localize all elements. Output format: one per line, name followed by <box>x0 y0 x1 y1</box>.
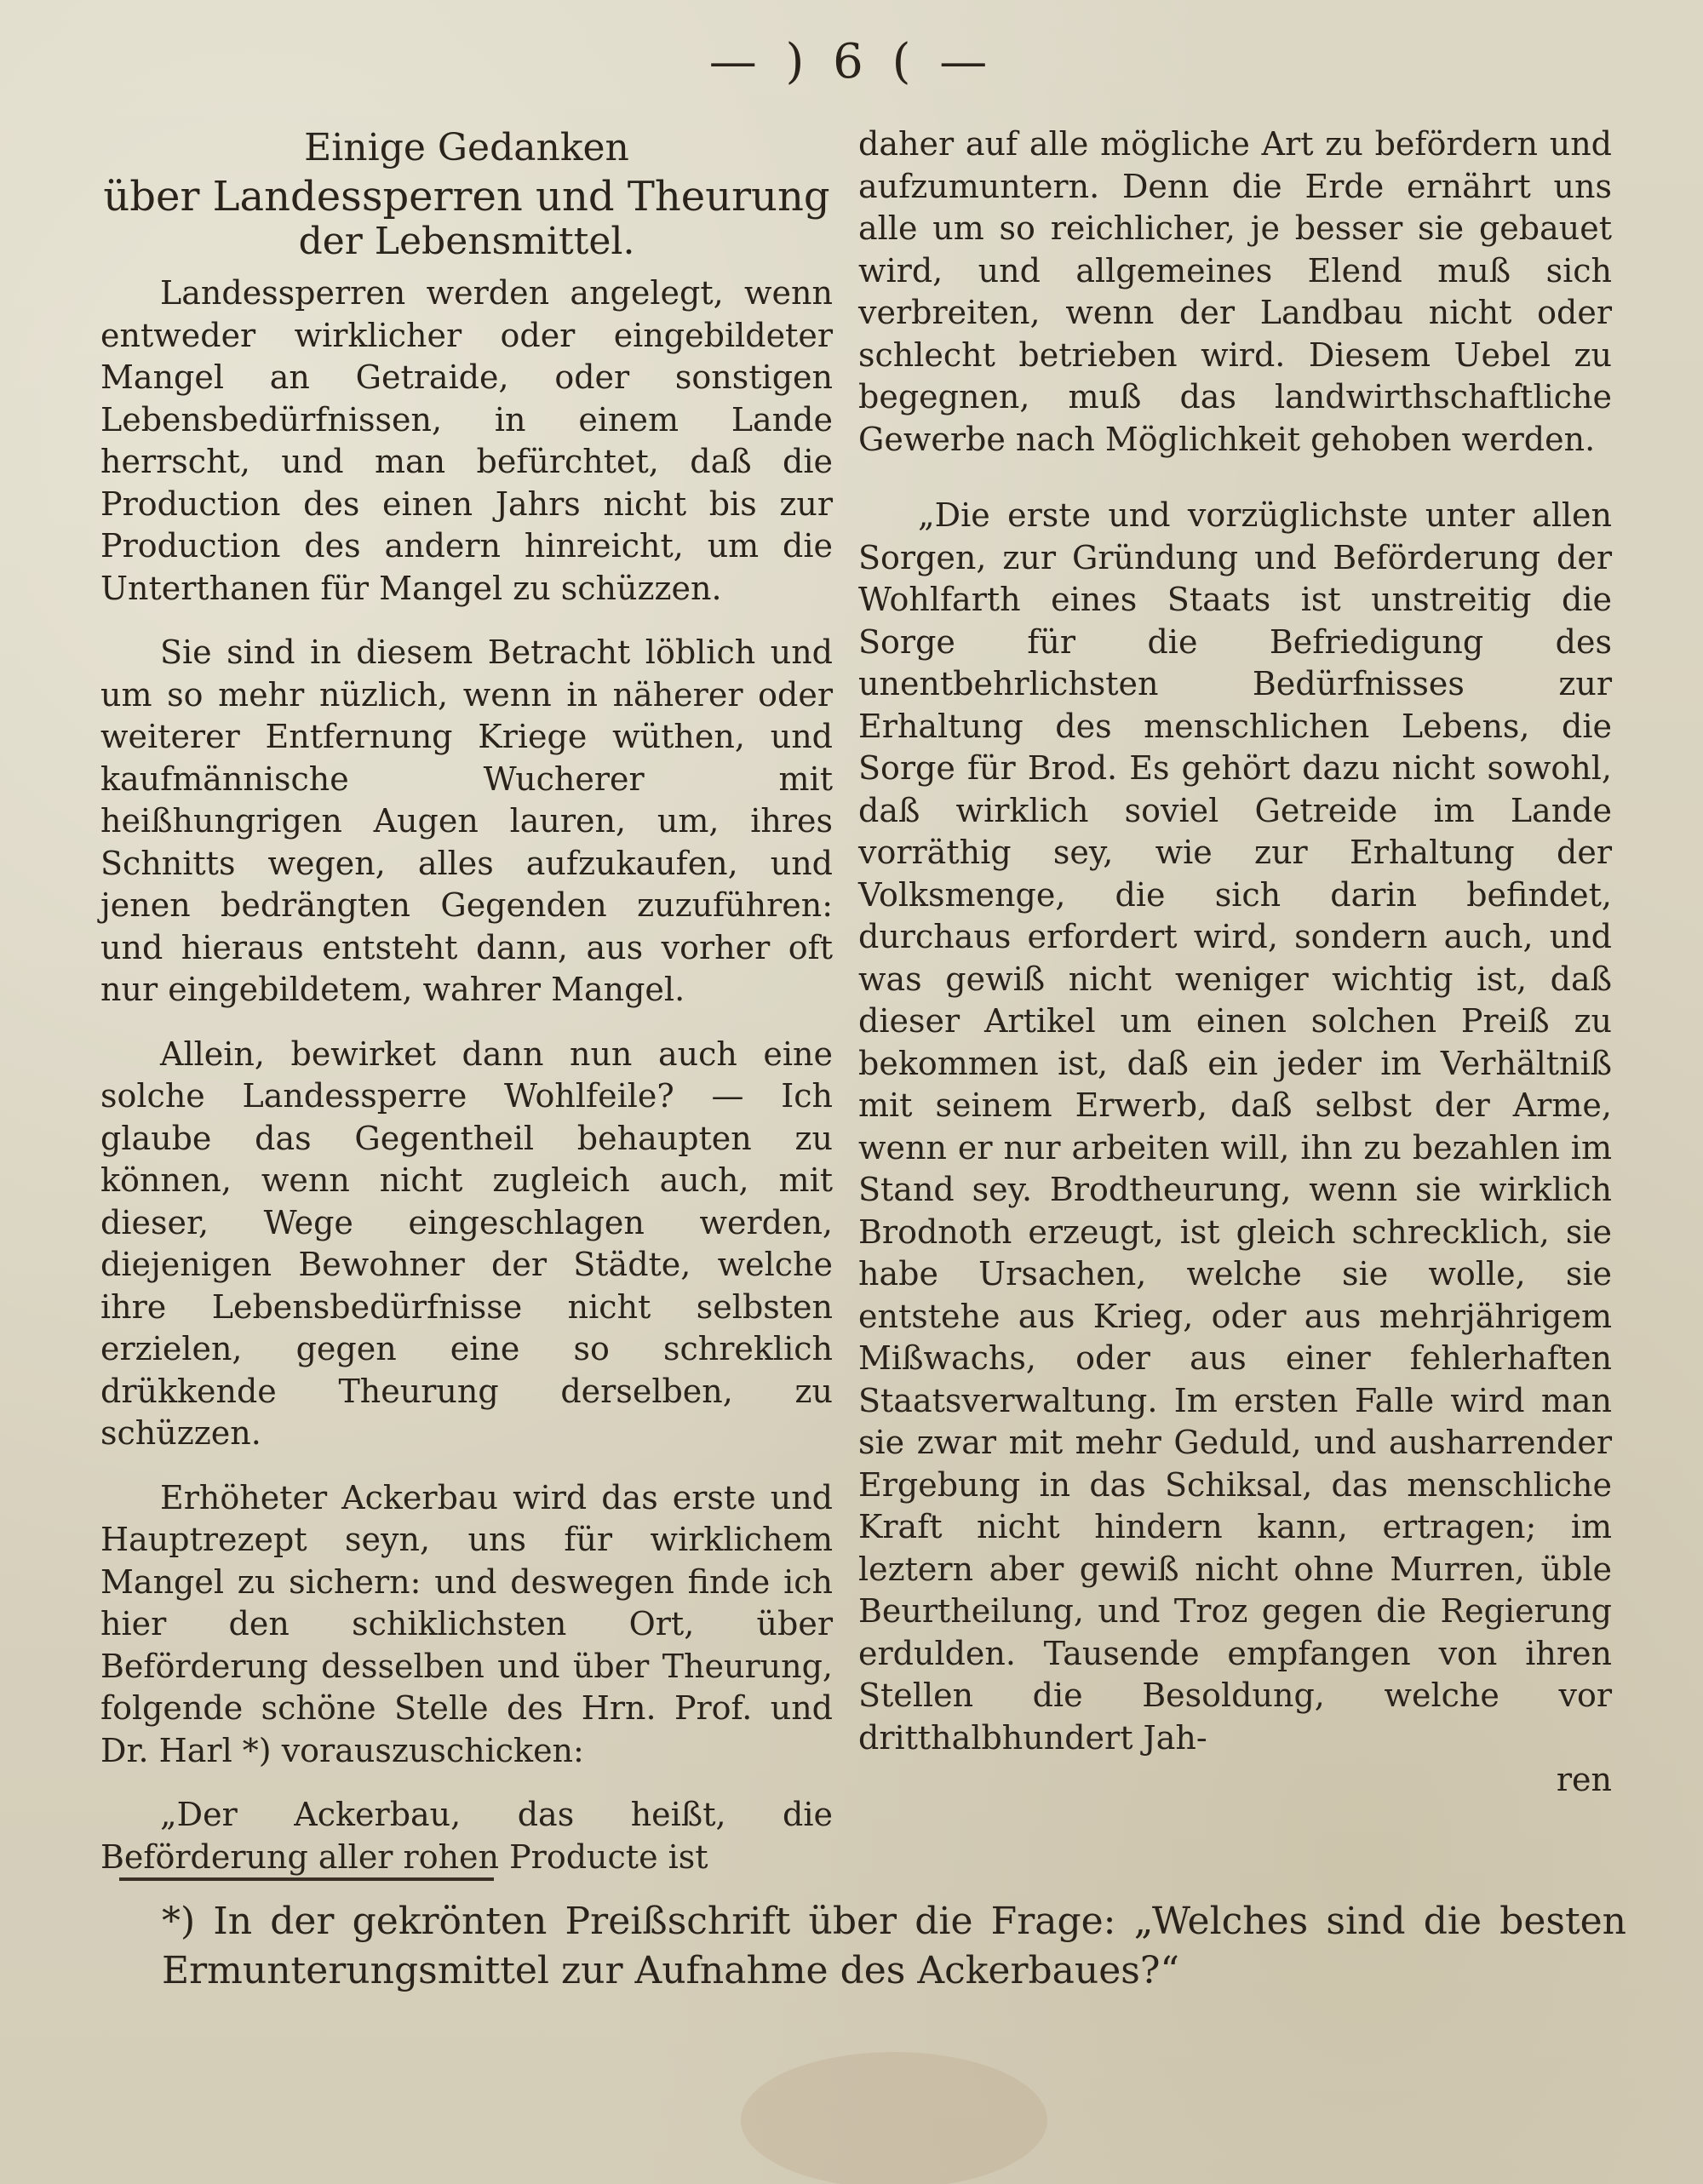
article-title-line3: der Lebensmittel. <box>298 220 635 263</box>
paragraph: Landessperren werden angelegt, wenn entweder wirklicher oder eingebildeter Mangel an Getraide, oder sonstigen Lebensbedürfnissen, in einem Lande herrscht, und man befürchtet, daß die Production des einen Jahrs nicht bis zur Production des andern hinreicht, um die Unterthanen für Mangel zu schüzzen. <box>100 274 833 607</box>
page-number: — ) 6 ( — <box>708 34 995 89</box>
paragraph: „Die erste und vorzüglichste unter allen Sorgen, zur Gründung und Beförderung der Wohlfarth eines Staats ist unstreitig die Sorge für die Befriedigung des unentbehrlichsten Bedürfnisses zur Erhaltung des menschlichen Lebens, die Sorge für Brod. Es gehört dazu nicht sowohl, daß wirklich soviel Getreide im Lande vorräthig sey, wie zur Erhaltung der Volksmenge, die sich darin befindet, durchaus erfordert wird, sondern auch, und was gewiß nicht weniger wichtig ist, daß dieser Artikel um einen solchen Preiß zu bekommen ist, daß ein jeder im Verhältniß mit seinem Erwerb, daß selbst der Arme, wenn er nur arbeiten will, ihn zu bezahlen im Stand sey. Brodtheurung, wenn sie wirklich Brodnoth erzeugt, ist gleich schrecklich, sie habe Ursachen, welche sie wolle, sie entstehe aus Krieg, oder aus mehrjährigem Mißwachs, oder aus einer fehlerhaften Staatsverwaltung. Im ersten Falle wird man sie zwar mit mehr Geduld, und ausharrender Ergebung in das Schiksal, das menschliche Kraft nicht hindern kann, ertragen; im leztern aber gewiß nicht ohne Murren, üble Beurtheilung, und Troz gegen die Regierung erdulden. Tausende empfangen von ihren Stellen die Besoldung, welche vor dritthalbhundert Jah- <box>858 496 1612 1757</box>
paper-stain <box>741 2052 1047 2184</box>
catchword: ren <box>1556 1761 1612 1798</box>
paragraph: Erhöheter Ackerbau wird das erste und Hauptrezept seyn, uns für wirklichem Mangel zu sichern: und deswegen finde ich hier den schiklichsten Ort, über Beförderung desselben und über Theurung, folgende schöne Stelle des Hrn. Prof. und Dr. Harl *) vorauszuschicken: <box>100 1478 833 1769</box>
paragraph: Sie sind in diesem Betracht löblich und um so mehr nüzlich, wenn in näherer oder weiterer Entfernung Kriege wüthen, und kaufmännische Wucherer mit heißhungrigen Augen lauren, um, ihres Schnitts wegen, alles aufzukaufen, und jenen bedrängten Gegenden zuzuführen: und hieraus entsteht dann, aus vorher oft nur eingebildetem, wahrer Mangel. <box>100 633 833 1008</box>
article-title-line2: über Landessperren und Theurung <box>103 173 830 221</box>
footnote: *) In der gekrönten Preißschrift über die Frage: „Welches sind die besten Ermunterungsmittel zur Aufnahme des Ackerbaues?“ <box>162 1900 1626 1992</box>
right-column <box>858 123 1612 1802</box>
paragraph: Allein, bewirket dann nun auch eine solche Landessperre Wohlfeile? — Ich glaube das Gegentheil behaupten zu können, wenn nicht zugleich auch, mit dieser, Wege eingeschlagen werden, diejenigen Bewohner der Städte, welche ihre Lebensbedürfnisse nicht selbsten erzielen, gegen eine so schreklich drükkende Theurung derselben, zu schüzzen. <box>100 1035 833 1452</box>
footnote-rule <box>119 1877 494 1881</box>
paragraph: „Der Ackerbau, das heißt, die Beförderung aller rohen Producte ist <box>100 1796 833 1876</box>
paragraph: daher auf alle mögliche Art zu befördern und aufzumuntern. Denn die Erde ernährt uns alle um so reichlicher, je besser sie gebauet wird, und allgemeines Elend muß sich verbreiten, wenn der Landbau nicht oder schlecht betrieben wird. Diesem Uebel zu begegnen, muß das landwirthschaftliche Gewerbe nach Möglichkeit gehoben werden. <box>858 125 1612 458</box>
left-column <box>100 119 833 1878</box>
article-title-line1: Einige Gedanken <box>304 126 629 169</box>
